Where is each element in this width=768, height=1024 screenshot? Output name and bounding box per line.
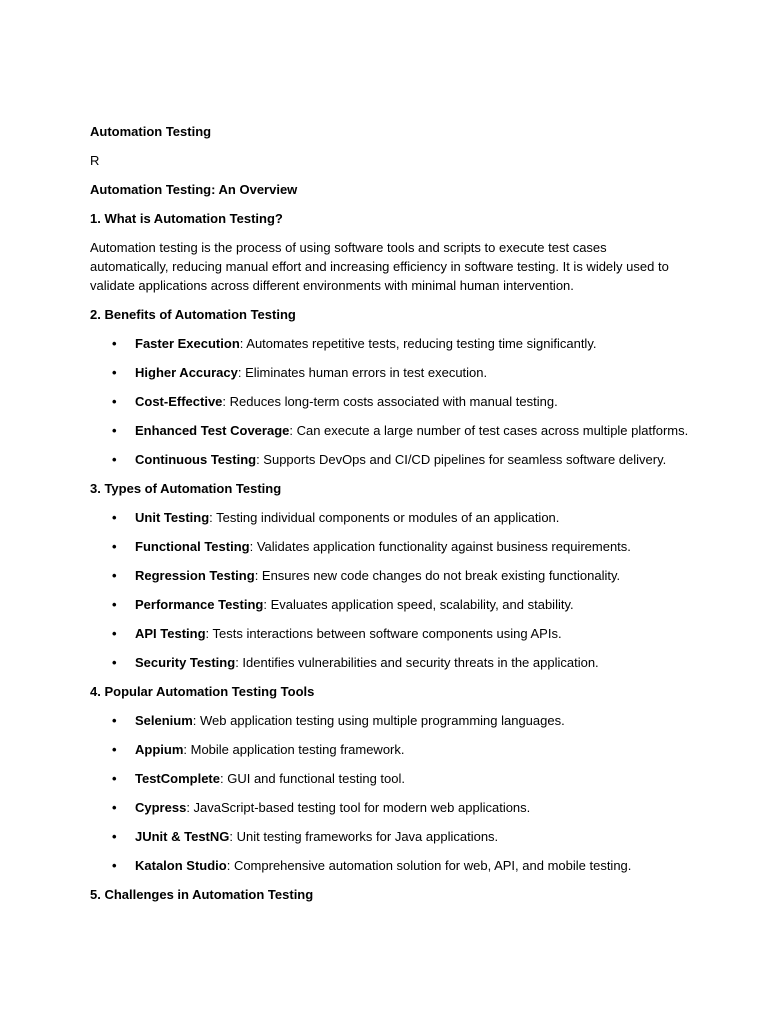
list-item-term: Selenium bbox=[135, 713, 193, 728]
list-item-term: Unit Testing bbox=[135, 510, 210, 525]
list-item-text: : Can execute a large number of test cases across multiple platforms. bbox=[289, 423, 689, 438]
list-item bbox=[90, 711, 690, 730]
list-item bbox=[90, 769, 690, 788]
document-page bbox=[90, 122, 690, 914]
list-item bbox=[90, 566, 690, 585]
list-item-text: : Eliminates human errors in test execution. bbox=[237, 365, 488, 380]
list-item bbox=[90, 508, 690, 527]
list-item bbox=[90, 450, 690, 469]
bullet-icon: • bbox=[112, 829, 117, 844]
bullet-icon: • bbox=[112, 713, 117, 728]
list-item-text: : Automates repetitive tests, reducing testing time significantly. bbox=[239, 336, 597, 351]
list-item-text: : Validates application functionality against business requirements. bbox=[249, 539, 631, 554]
section-paragraph-what-is: Automation testing is the process of using software tools and scripts to execute test cases automatically, reducing manual effort and increasing efficiency in software testing. It is widely used to validate applications across different environments with minimal human intervention. bbox=[90, 240, 669, 293]
section-heading-challenges: 5. Challenges in Automation Testing bbox=[90, 887, 314, 902]
list-item-term: Katalon Studio bbox=[135, 858, 227, 873]
list-item-term: Regression Testing bbox=[135, 568, 255, 583]
section-heading-what-is: 1. What is Automation Testing? bbox=[90, 211, 283, 226]
section-heading-types: 3. Types of Automation Testing bbox=[90, 481, 282, 496]
list-item bbox=[90, 827, 690, 846]
bullet-icon: • bbox=[112, 800, 117, 815]
list-item-text: : Tests interactions between software components using APIs. bbox=[205, 626, 562, 641]
list-item-term: API Testing bbox=[135, 626, 206, 641]
bullet-icon: • bbox=[112, 336, 117, 351]
list-item-term: Enhanced Test Coverage bbox=[135, 423, 290, 438]
list-item bbox=[90, 334, 690, 353]
list-item-text: : Identifies vulnerabilities and security threats in the application. bbox=[235, 655, 599, 670]
list-item-term: Cypress bbox=[135, 800, 187, 815]
list-item-text: : Testing individual components or modules of an application. bbox=[209, 510, 560, 525]
bullet-icon: • bbox=[112, 655, 117, 670]
list-item-term: Higher Accuracy bbox=[135, 365, 238, 380]
tools-list bbox=[90, 711, 690, 875]
list-item bbox=[90, 798, 690, 817]
list-item-text: : Evaluates application speed, scalability, and stability. bbox=[263, 597, 574, 612]
bullet-icon: • bbox=[112, 394, 117, 409]
list-item bbox=[90, 653, 690, 672]
bullet-icon: • bbox=[112, 626, 117, 641]
bullet-icon: • bbox=[112, 568, 117, 583]
section-heading-benefits: 2. Benefits of Automation Testing bbox=[90, 307, 296, 322]
document-subtitle: Automation Testing: An Overview bbox=[90, 182, 298, 197]
bullet-icon: • bbox=[112, 365, 117, 380]
list-item-term: Security Testing bbox=[135, 655, 236, 670]
list-item-text: : Mobile application testing framework. bbox=[183, 742, 405, 757]
list-item-text: : Supports DevOps and CI/CD pipelines for seamless software delivery. bbox=[256, 452, 667, 467]
list-item-text: : Reduces long-term costs associated with manual testing. bbox=[222, 394, 558, 409]
list-item bbox=[90, 856, 690, 875]
bullet-icon: • bbox=[112, 452, 117, 467]
list-item-text: : JavaScript-based testing tool for modern web applications. bbox=[186, 800, 531, 815]
bullet-icon: • bbox=[112, 858, 117, 873]
list-item-term: Functional Testing bbox=[135, 539, 250, 554]
document-initial: R bbox=[90, 153, 100, 168]
list-item-text: : Unit testing frameworks for Java applications. bbox=[229, 829, 499, 844]
list-item-term: Appium bbox=[135, 742, 184, 757]
bullet-icon: • bbox=[112, 597, 117, 612]
section-heading-tools: 4. Popular Automation Testing Tools bbox=[90, 684, 315, 699]
bullet-icon: • bbox=[112, 539, 117, 554]
list-item-term: Cost-Effective bbox=[135, 394, 223, 409]
list-item-term: Performance Testing bbox=[135, 597, 264, 612]
list-item-text: : GUI and functional testing tool. bbox=[220, 771, 405, 786]
list-item-term: TestComplete bbox=[135, 771, 220, 786]
types-list bbox=[90, 508, 690, 672]
list-item bbox=[90, 421, 690, 440]
bullet-icon: • bbox=[112, 423, 117, 438]
list-item bbox=[90, 624, 690, 643]
list-item bbox=[90, 363, 690, 382]
list-item-term: Faster Execution bbox=[135, 336, 240, 351]
bullet-icon: • bbox=[112, 771, 117, 786]
benefits-list bbox=[90, 334, 690, 469]
list-item-term: Continuous Testing bbox=[135, 452, 257, 467]
bullet-icon: • bbox=[112, 510, 117, 525]
list-item-text: : Comprehensive automation solution for web, API, and mobile testing. bbox=[226, 858, 632, 873]
document-title: Automation Testing bbox=[90, 124, 212, 139]
list-item bbox=[90, 392, 690, 411]
list-item bbox=[90, 595, 690, 614]
list-item-text: : Web application testing using multiple programming languages. bbox=[192, 713, 565, 728]
list-item bbox=[90, 537, 690, 556]
list-item-text: : Ensures new code changes do not break existing functionality. bbox=[254, 568, 621, 583]
list-item bbox=[90, 740, 690, 759]
list-item-term: JUnit & TestNG bbox=[135, 829, 230, 844]
bullet-icon: • bbox=[112, 742, 117, 757]
